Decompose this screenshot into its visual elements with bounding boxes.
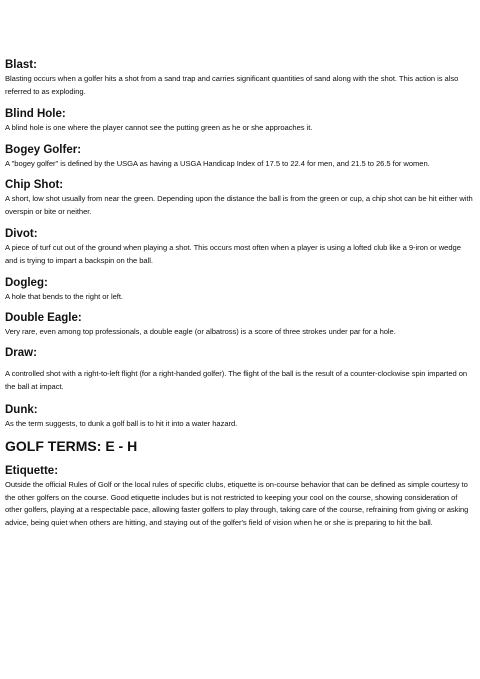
term-definition: A piece of turf cut out of the ground when playing a shot. This occurs most often when a player is using a lofted club like a 9-iron or wedge and is trying to impart a backspin on the ball.	[5, 243, 461, 265]
term-bogey-golfer	[5, 143, 475, 171]
term-title: Double Eagle:	[5, 312, 82, 324]
term-title: Draw:	[5, 347, 37, 359]
term-blind-hole	[5, 107, 475, 135]
term-blast	[5, 58, 475, 98]
term-chip-shot	[5, 178, 475, 218]
term-etiquette	[5, 464, 475, 529]
term-title: Blast:	[5, 59, 37, 71]
term-title: Etiquette:	[5, 465, 59, 477]
term-definition: Blasting occurs when a golfer hits a shot from a sand trap and carries significant quantities of sand along with the shot. This action is also referred to as exploding.	[5, 74, 459, 96]
term-title: Bogey Golfer:	[5, 144, 82, 156]
section-heading: GOLF TERMS: E - H	[5, 438, 138, 454]
term-definition: A blind hole is one where the player cannot see the putting green as he or she approaches it.	[5, 123, 313, 132]
term-definition: A short, low shot usually from near the green. Depending upon the distance the ball is from the green or cup, a chip shot can be hit either with overspin or bite or neither.	[5, 194, 473, 216]
term-title: Blind Hole:	[5, 108, 66, 120]
term-dunk	[5, 403, 475, 431]
term-title: Divot:	[5, 228, 38, 240]
term-definition: Very rare, even among top professionals, a double eagle (or albatross) is a score of three strokes under par for a hole.	[5, 327, 396, 336]
term-definition: A hole that bends to the right or left.	[5, 292, 123, 301]
term-draw	[5, 346, 475, 393]
term-divot	[5, 227, 475, 267]
term-definition: A controlled shot with a right-to-left flight (for a right-handed golfer). The flight of the ball is the result of a counter-clockwise spin imparted on the ball at impact.	[5, 369, 468, 391]
term-double-eagle	[5, 311, 475, 339]
term-definition: A "bogey golfer" is defined by the USGA as having a USGA Handicap Index of 17.5 to 22.4 for men, and 21.5 to 26.5 for women.	[5, 159, 430, 168]
term-title: Chip Shot:	[5, 179, 64, 191]
term-definition: As the term suggests, to dunk a golf ball is to hit it into a water hazard.	[5, 419, 238, 428]
term-definition: Outside the official Rules of Golf or the local rules of specific clubs, etiquette is on-course behavior that can be defined as simple courtesy to the other golfers on the course. Good etiquette includes but is not restricted to keeping your cool on the course, showing consideration of other golfers, playing at a respectable pace, allowing faster golfers to play through, taking care of the course, refraining from giving or asking advice, being quiet when others are hitting, and staying out of the golfer's field of vision when he or she is preparing to hit the ball.	[5, 480, 469, 527]
term-dogleg	[5, 276, 475, 304]
term-title: Dunk:	[5, 404, 38, 416]
term-title: Dogleg:	[5, 277, 48, 289]
